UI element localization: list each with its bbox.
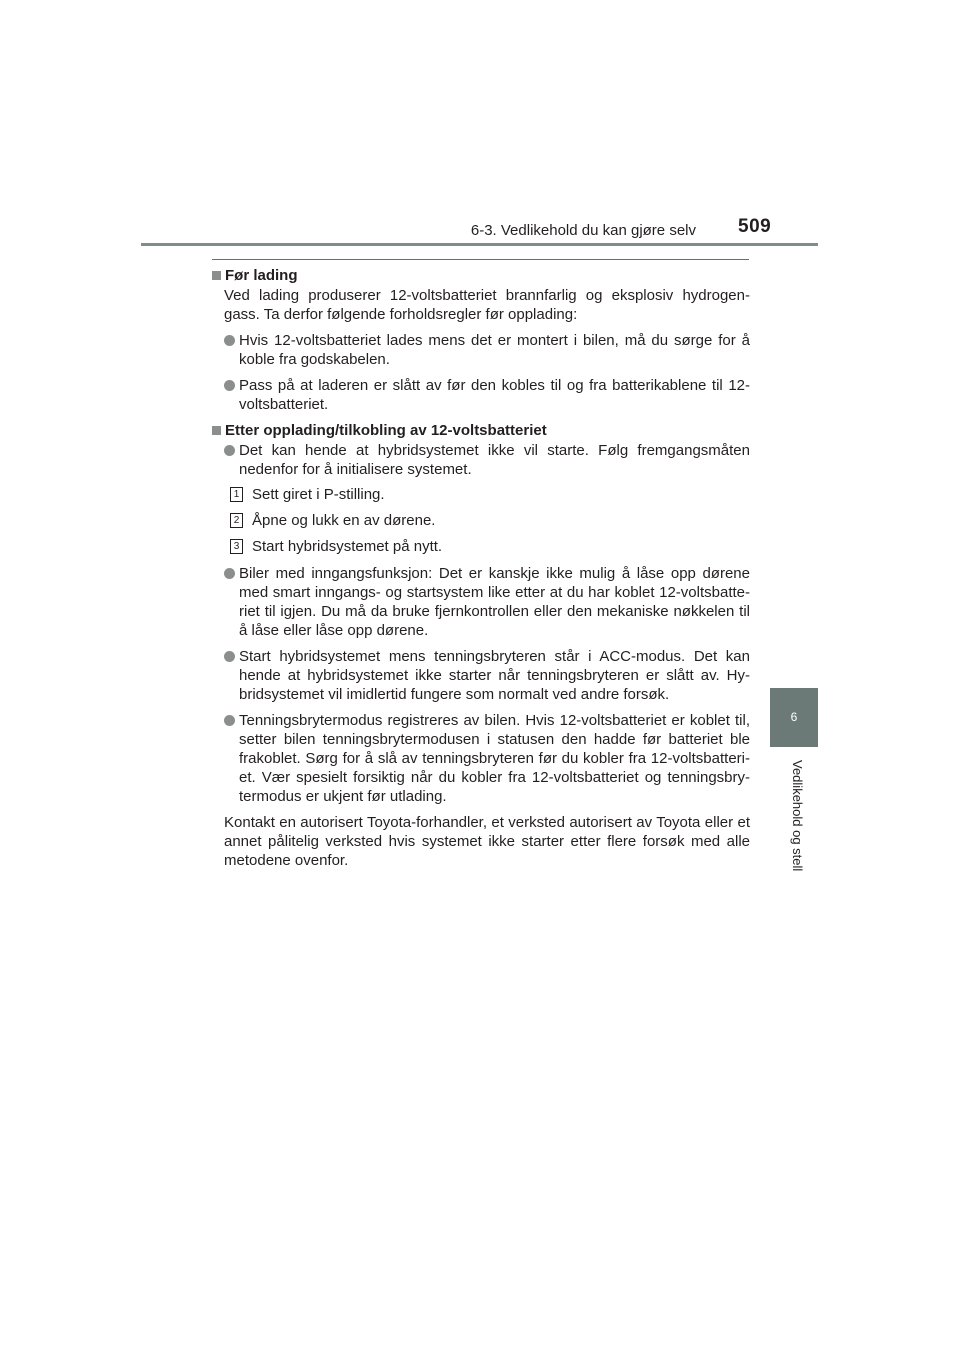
page-content — [210, 266, 750, 870]
list-item-text: Tenningsbrytermodus registreres av bilen. Hvis 12-voltsbatteriet er koblet til, setter bilen tenningsbrytermodusen i statusen den hadde før batteriet ble frakoblet. Sørg for å slå av tenningsbryteren før du kobler fra 12-voltsbatteri-et. Vær spesielt forsiktig når du kobler fra 12-voltsbatteriet og tenningsbry-termodus er ukjent før utlading. — [239, 712, 750, 805]
heading-text: Etter opplading/tilkobling av 12-voltsbatteriet — [225, 422, 547, 439]
list-item — [224, 331, 750, 369]
list-item — [224, 441, 750, 479]
chapter-tab — [770, 688, 818, 747]
step-text: Start hybridsystemet på nytt. — [252, 538, 443, 555]
round-bullet-icon — [224, 445, 235, 456]
round-bullet-icon — [224, 380, 235, 391]
list-item — [224, 711, 750, 806]
step-number-box: 2 — [230, 513, 243, 528]
square-bullet-icon — [212, 271, 221, 280]
step-number-box: 3 — [230, 539, 243, 554]
step-item — [230, 538, 750, 555]
list-item-text: Det kan hende at hybridsystemet ikke vil starte. Følg fremgangsmåten nedenfor for å initialisere systemet. — [239, 442, 750, 478]
list-item-text: Hvis 12-voltsbatteriet lades mens det er montert i bilen, må du sørge for å koble fra godskabelen. — [239, 332, 750, 368]
round-bullet-icon — [224, 715, 235, 726]
step-item — [230, 486, 750, 503]
chapter-number: 6 — [790, 710, 798, 724]
round-bullet-icon — [224, 568, 235, 579]
list-item-text: Biler med inngangsfunksjon: Det er kanskje ikke mulig å låse opp dørene med smart inngangs- og startsystem like etter at du har koblet 12-voltsbatte-riet til igjen. Du må da bruke fjernkontrollen eller den mekaniske nøkkelen til å låse eller låse opp dørene. — [239, 565, 750, 639]
step-number-box: 1 — [230, 487, 243, 502]
step-text: Sett giret i P-stilling. — [252, 486, 385, 503]
page-header — [0, 0, 960, 250]
round-bullet-icon — [224, 651, 235, 662]
intro-paragraph: Ved lading produserer 12-voltsbatteriet brannfarlig og eksplosiv hydrogen-gass. Ta derfor følgende forholdsregler før opplading: — [224, 287, 750, 323]
section-heading — [210, 421, 750, 440]
chapter-label: Vedlikehold og stell — [790, 760, 805, 872]
closing-paragraph: Kontakt en autorisert Toyota-forhandler, et verksted autorisert av Toyota eller et annet pålitelig verksted hvis systemet ikke starter etter flere forsøk med alle metodene ovenfor. — [224, 814, 750, 869]
list-item — [224, 564, 750, 640]
header-rule — [141, 243, 818, 246]
content-top-rule — [212, 259, 749, 260]
heading-text: Før lading — [225, 267, 298, 284]
list-item — [224, 647, 750, 704]
round-bullet-icon — [224, 335, 235, 346]
page-number: 509 — [738, 216, 772, 237]
section-title: 6-3. Vedlikehold du kan gjøre selv — [470, 222, 696, 239]
square-bullet-icon — [212, 426, 221, 435]
list-item — [224, 376, 750, 414]
section-heading — [210, 266, 750, 285]
list-item-text: Pass på at laderen er slått av før den kobles til og fra batterikablene til 12-voltsbatteriet. — [239, 377, 750, 413]
step-text: Åpne og lukk en av dørene. — [252, 512, 436, 529]
list-item-text: Start hybridsystemet mens tenningsbryteren står i ACC-modus. Det kan hende at hybridsystemet ikke starter når tenningsbryteren er slått av. Hy-bridsystemet vil imidlertid fungere som normalt ved andre forsøk. — [239, 648, 750, 703]
step-item — [230, 512, 750, 529]
